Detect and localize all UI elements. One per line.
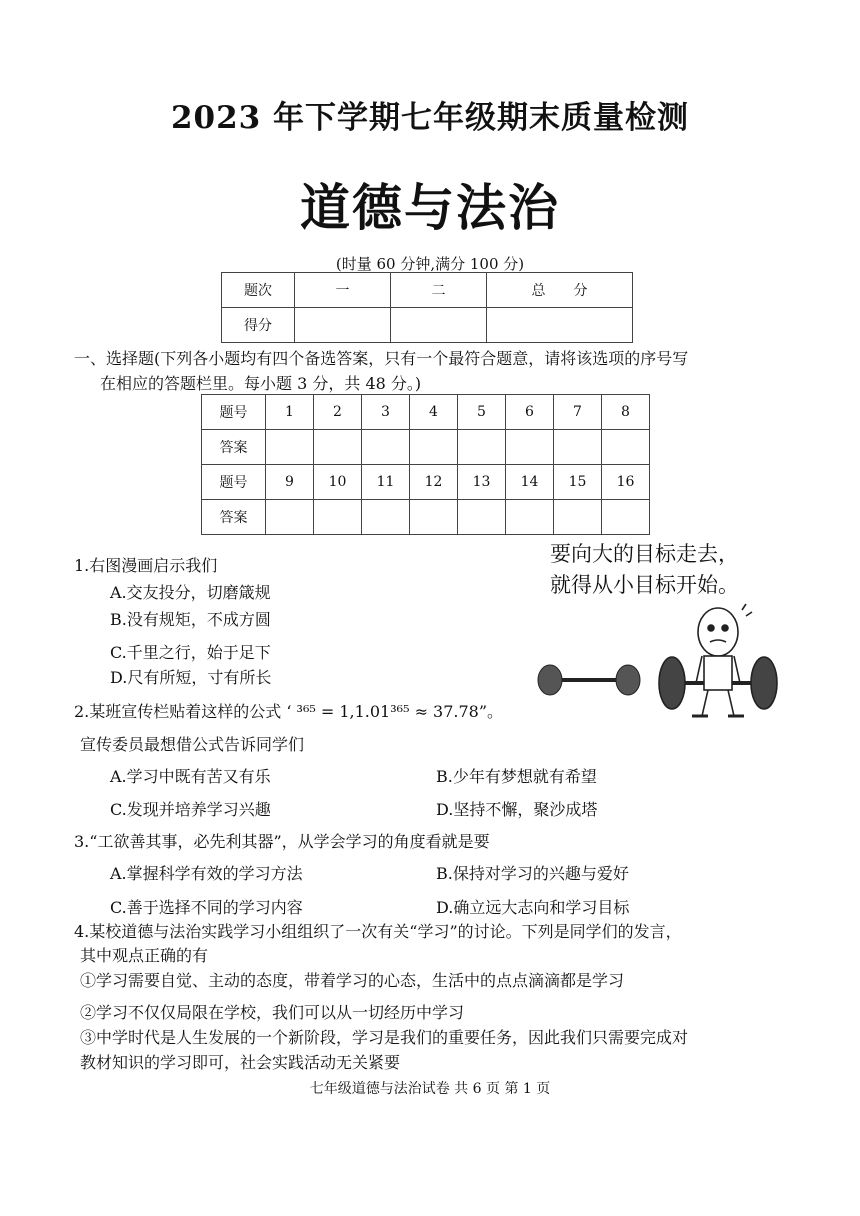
table-cell: 2 [314,395,362,430]
table-row [202,465,650,500]
table-cell: 题次 [222,273,295,308]
time-info: (时量 60 分钟,满分 100 分) [335,255,525,273]
option-a: A.交友投分，切磨箴规 [110,583,271,602]
option-d: D.尺有所短，寸有所长 [110,668,272,687]
option-c: C.善于选择不同的学习内容 [110,898,303,917]
answer-cell[interactable] [506,500,554,535]
exam-title: 2023 年下学期七年级期末质量检测 [170,100,690,136]
statement-3-cont: 教材知识的学习即可，社会实践活动无关紧要 [80,1053,401,1072]
section-line: 在相应的答题栏里。每小题 3 分，共 48 分。) [100,374,422,393]
option-b: B.保持对学习的兴趣与爱好 [436,864,629,883]
table-cell: 14 [506,465,554,500]
table-cell: 答案 [202,430,266,465]
table-row [222,273,633,308]
lifter-figure-icon [659,604,777,716]
question-stem: 3.“工欲善其事，必先利其器”，从学会学习的角度看就是要 [74,832,490,851]
table-cell: 13 [458,465,506,500]
table-cell: 12 [410,465,458,500]
answer-cell[interactable] [314,500,362,535]
table-cell: 4 [410,395,458,430]
answer-cell[interactable] [602,430,650,465]
statement-2: ②学习不仅仅局限在学校，我们可以从一切经历中学习 [80,1003,465,1022]
table-cell[interactable] [391,308,487,343]
option-a: A.学习中既有苦又有乐 [110,767,271,786]
question-stem: 2.某班宣传栏贴着这样的公式 ‘ ³⁶⁵ = 1,1.01³⁶⁵ ≈ 37.78”。 [74,702,504,721]
table-cell[interactable] [295,308,391,343]
table-row [202,430,650,465]
caption-line: 要向大的目标走去， [550,542,739,566]
question-stem-cont: 其中观点正确的有 [80,946,209,965]
answer-cell[interactable] [554,430,602,465]
section-instructions [74,346,794,396]
answer-cell[interactable] [266,500,314,535]
table-cell: 6 [506,395,554,430]
section-line: 一、选择题(下列各小题均有四个备选答案，只有一个最符合题意，请将该选项的序号写 [74,349,689,368]
caption-line: 就得从小目标开始。 [550,573,739,597]
table-row [202,395,650,430]
option-d: D.坚持不懈，聚沙成塔 [436,800,598,819]
page-footer: 七年级道德与法治试卷 共 6 页 第 1 页 [309,1081,551,1097]
table-cell: 题号 [202,465,266,500]
question-stem: 4.某校道德与法治实践学习小组组织了一次有关“学习”的讨论。下列是同学们的发言， [74,922,682,941]
score-table [221,272,633,343]
table-cell: 7 [554,395,602,430]
answer-cell[interactable] [602,500,650,535]
table-cell: 题号 [202,395,266,430]
small-barbell-icon [538,665,640,695]
option-c: C.发现并培养学习兴趣 [110,800,271,819]
table-cell: 16 [602,465,650,500]
table-cell: 答案 [202,500,266,535]
answer-table [201,394,650,535]
table-cell: 5 [458,395,506,430]
table-cell: 1 [266,395,314,430]
table-cell: 9 [266,465,314,500]
question-stem: 1.右图漫画启示我们 [74,556,218,575]
answer-cell[interactable] [362,500,410,535]
table-row [202,500,650,535]
option-b: B.少年有梦想就有希望 [436,767,597,786]
answer-cell[interactable] [266,430,314,465]
answer-cell[interactable] [458,500,506,535]
statement-3: ③中学时代是人生发展的一个新阶段，学习是我们的重要任务，因此我们只需要完成对 [80,1028,689,1047]
table-cell: 15 [554,465,602,500]
table-cell[interactable] [487,308,633,343]
answer-cell[interactable] [362,430,410,465]
answer-cell[interactable] [410,430,458,465]
table-row [222,308,633,343]
answer-cell[interactable] [554,500,602,535]
question-stem-cont: 宣传委员最想借公式告诉同学们 [80,735,305,754]
weightlifting-cartoon [532,598,792,722]
option-a: A.掌握科学有效的学习方法 [110,864,303,883]
answer-cell[interactable] [410,500,458,535]
statement-1: ①学习需要自觉、主动的态度，带着学习的心态，生活中的点点滴滴都是学习 [80,971,625,990]
answer-cell[interactable] [458,430,506,465]
table-cell: 一 [295,273,391,308]
option-d: D.确立远大志向和学习目标 [436,898,630,917]
answer-cell[interactable] [314,430,362,465]
cartoon-caption [550,539,739,601]
table-cell: 3 [362,395,410,430]
table-cell: 总 分 [487,273,633,308]
option-c: C.千里之行，始于足下 [110,643,271,662]
table-cell: 8 [602,395,650,430]
answer-cell[interactable] [506,430,554,465]
table-cell: 得分 [222,308,295,343]
subject-title: 道德与法治 [300,178,560,237]
table-cell: 11 [362,465,410,500]
option-b: B.没有规矩，不成方圆 [110,610,271,629]
table-cell: 10 [314,465,362,500]
table-cell: 二 [391,273,487,308]
